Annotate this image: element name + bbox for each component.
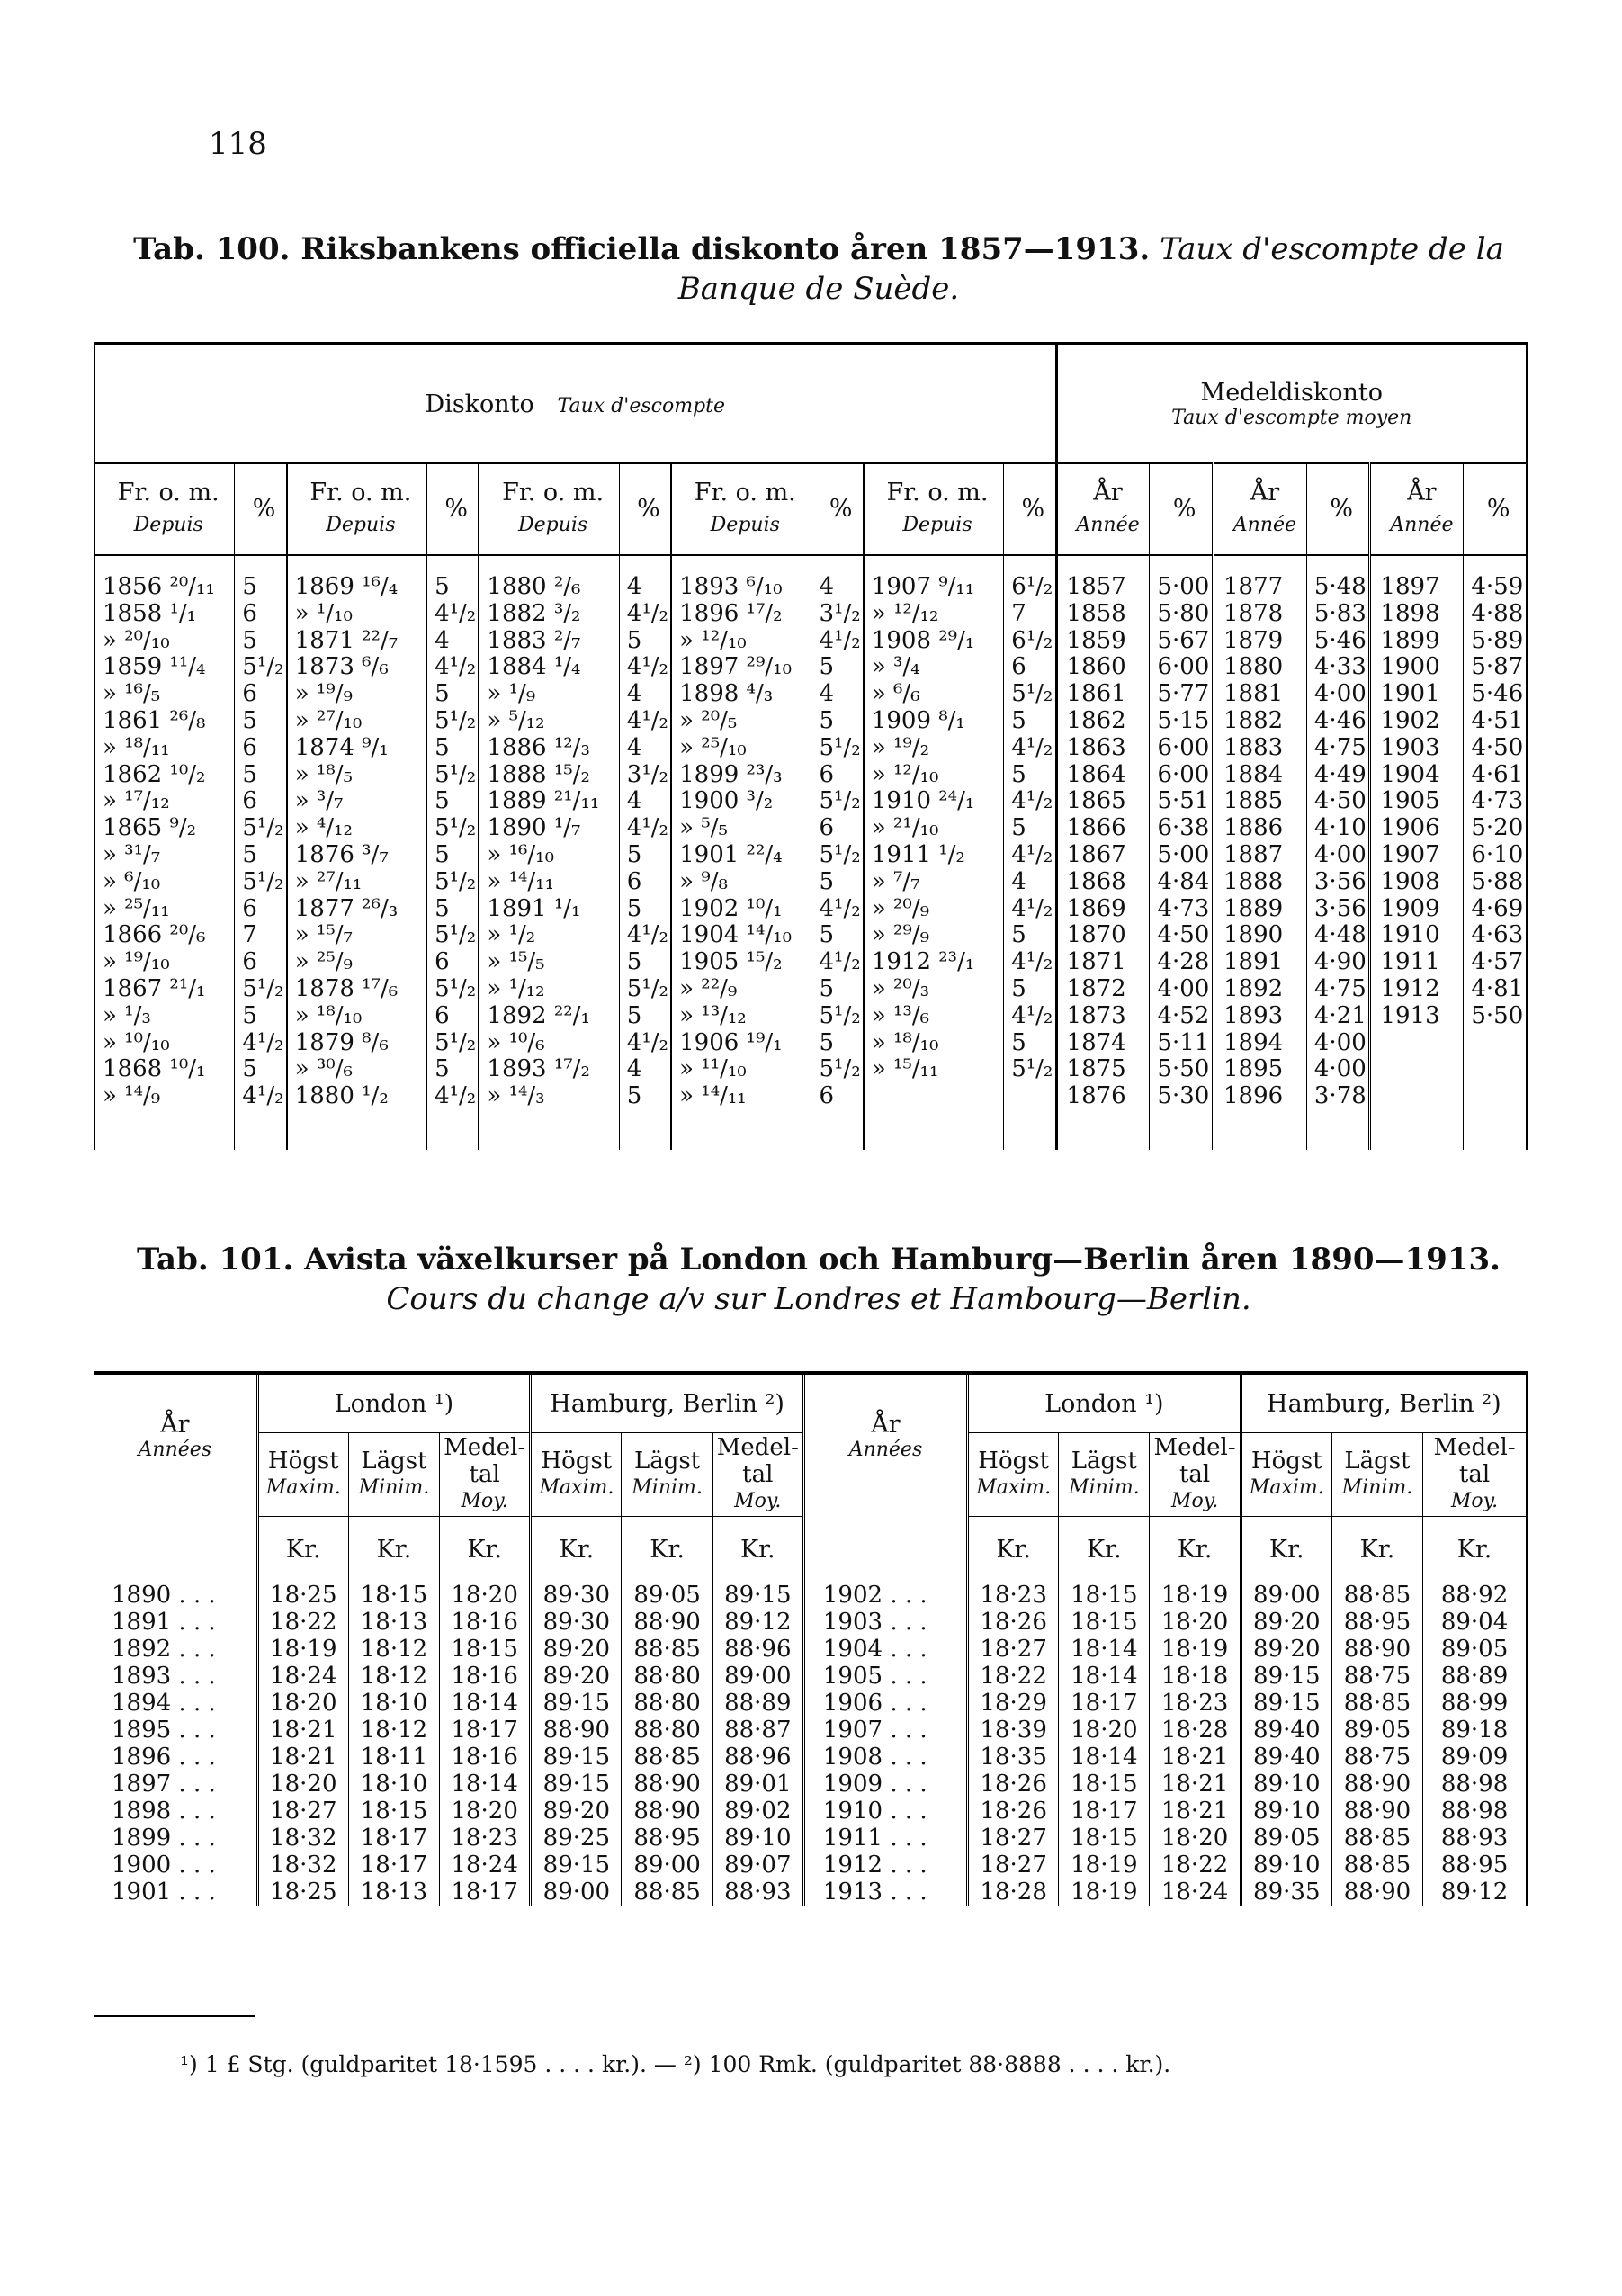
t101-hamburg-max-left: 89·30 89·30 89·20 89·20 89·15 88·90 89·15 89·15 89·20 89·25 89·15 89·00 xyxy=(531,1582,622,1906)
hdr-min: Lägst Minim. xyxy=(1331,1433,1422,1517)
col-pct-header: % xyxy=(1004,463,1056,555)
t101-london-avg-right: 18·19 18·20 18·19 18·18 18·23 18·28 18·21 18·21 18·21 18·20 18·22 18·24 xyxy=(1150,1582,1241,1906)
col-year-header: År Année xyxy=(1213,463,1306,555)
footnote: ¹) 1 £ Stg. (guldparitet 18·1595 . . . . kr.). — ²) 100 Rmk. (guldparitet 88·8888 . . . . kr.). xyxy=(180,2051,1171,2077)
t101-london-min-right: 18·15 18·15 18·14 18·14 18·17 18·20 18·14 18·15 18·17 18·15 18·19 18·19 xyxy=(1059,1582,1150,1906)
disc-pcts-3: 4 4¹/₂ 5 4¹/₂ 4 4¹/₂ 4 3¹/₂ 4 4¹/₂ 5 6 5 4¹/₂ 5 5¹/₂ 5 4¹/₂ 4 5 xyxy=(619,555,671,1150)
t101-london-max-right: 18·23 18·26 18·27 18·22 18·29 18·39 18·35 18·26 18·26 18·27 18·27 18·28 xyxy=(968,1582,1059,1906)
tab101-table xyxy=(94,1371,1528,1906)
disc-pcts-2: 5 4¹/₂ 4 4¹/₂ 5 5¹/₂ 5 5¹/₂ 5 5¹/₂ 5 5¹/₂ 5 5¹/₂ 6 5¹/₂ 6 5¹/₂ 5 4¹/₂ xyxy=(427,555,479,1150)
footnote-rule xyxy=(94,2015,255,2017)
unit: Kr. xyxy=(622,1517,712,1583)
tab100-title-bold: Tab. 100. Riksbankens officiella diskonto åren 1857—1913. xyxy=(133,231,1151,267)
mean-years-3: 1897 1898 1899 1900 1901 1902 1903 1904 1905 1906 1907 1908 1909 1910 1911 1912 1913 xyxy=(1370,555,1464,1150)
tab100-header-mean-sv: Medeldiskonto xyxy=(1200,379,1383,407)
t101-hamburg-min-left: 89·05 88·90 88·85 88·80 88·80 88·80 88·85 88·90 88·90 88·95 89·00 88·85 xyxy=(622,1582,712,1906)
disc-pcts-4: 4 3¹/₂ 4¹/₂ 5 4 5 5¹/₂ 6 5¹/₂ 6 5¹/₂ 5 4¹/₂ 5 4¹/₂ 5 5¹/₂ 5 5¹/₂ 6 xyxy=(811,555,864,1150)
col-pct-header: % xyxy=(1306,463,1370,555)
hdr-max: Högst Maxim. xyxy=(1241,1433,1331,1517)
unit: Kr. xyxy=(968,1517,1059,1583)
t101-london-avg-left: 18·20 18·16 18·15 18·16 18·14 18·17 18·16 18·14 18·20 18·23 18·24 18·17 xyxy=(440,1582,531,1906)
col-pct-header: % xyxy=(1464,463,1527,555)
col-from-header: Fr. o. m. Depuis xyxy=(479,463,619,555)
col-from-header: Fr. o. m. Depuis xyxy=(671,463,811,555)
mean-values-1: 5·00 5·80 5·67 6·00 5·77 5·15 6·00 6·00 5·51 6·38 5·00 4·84 4·73 4·50 4·28 4·00 4·52 5·11 5·50 5·30 xyxy=(1150,555,1214,1150)
unit-blank xyxy=(803,1517,967,1583)
col-pct-header: % xyxy=(427,463,479,555)
col-pct-header: % xyxy=(619,463,671,555)
t101-years-left: 1890 . . . 1891 . . . 1892 . . . 1893 . . . 1894 . . . 1895 . . . 1896 . . . 1897 . . . 1898 . . . 1899 . . . 1900 . . . 1901 . . . xyxy=(112,1582,216,1906)
tab101-year-header-right: År Années xyxy=(803,1373,967,1517)
hdr-min: Lägst Minim. xyxy=(348,1433,439,1517)
hdr-avg: Medel- tal Moy. xyxy=(440,1433,531,1517)
col-year-header: År Année xyxy=(1056,463,1150,555)
unit: Kr. xyxy=(440,1517,531,1583)
hdr-min: Lägst Minim. xyxy=(1059,1433,1150,1517)
unit: Kr. xyxy=(1331,1517,1422,1583)
hdr-avg: Medel- tal Moy. xyxy=(712,1433,803,1517)
hdr-max: Högst Maxim. xyxy=(257,1433,348,1517)
t101-hamburg-avg-left: 89·15 89·12 88·96 89·00 88·89 88·87 88·96 89·01 89·02 89·10 89·07 88·93 xyxy=(712,1582,803,1906)
hdr-max: Högst Maxim. xyxy=(968,1433,1059,1517)
col-from-header: Fr. o. m. Depuis xyxy=(864,463,1004,555)
unit: Kr. xyxy=(712,1517,803,1583)
disc-dates-5: 1907 ⁹/₁₁ » ¹²/₁₂ 1908 ²⁹/₁ » ³/₄ » ⁶/₆ 1909 ⁸/₁ » ¹⁹/₂ » ¹²/₁₀ 1910 ²⁴/₁ » ²¹/₁₀ 1911 ¹/₂ » ⁷/₇ » ²⁰/₉ » ²⁹/₉ 1912 ²³/₁ » ²⁰/₃ » ¹³/₆ » ¹⁸/₁₀ » ¹⁵/₁₁ xyxy=(864,555,1004,1150)
hdr-min: Lägst Minim. xyxy=(622,1433,712,1517)
disc-dates-3: 1880 ²/₆ 1882 ³/₂ 1883 ²/₇ 1884 ¹/₄ » ¹/₉ » ⁵/₁₂ 1886 ¹²/₃ 1888 ¹⁵/₂ 1889 ²¹/₁₁ 1890 ¹/₇ » ¹⁶/₁₀ » ¹⁴/₁₁ 1891 ¹/₁ » ¹/₂ » ¹⁵/₅ » ¹/₁₂ 1892 ²²/₁ » ¹⁰/₆ 1893 ¹⁷/₂ » ¹⁴/₃ xyxy=(479,555,619,1150)
tab100-title xyxy=(90,229,1547,309)
mean-values-3: 4·59 4·88 5·89 5·87 5·46 4·51 4·50 4·61 4·73 5·20 6·10 5·88 4·69 4·63 4·57 4·81 5·50 xyxy=(1464,555,1527,1150)
tab100-header-discount-fr: Taux d'escompte xyxy=(557,394,725,417)
col-pct-header: % xyxy=(811,463,864,555)
disc-dates-1: 1856 ²⁰/₁₁ 1858 ¹/₁ » ²⁰/₁₀ 1859 ¹¹/₄ » ¹⁶/₅ 1861 ²⁶/₈ » ¹⁸/₁₁ 1862 ¹⁰/₂ » ¹⁷/₁₂ 1865 ⁹/₂ » ³¹/₇ » ⁶/₁₀ » ²⁵/₁₁ 1866 ²⁰/₆ » ¹⁹/₁₀ 1867 ²¹/₁ » ¹/₃ » ¹⁰/₁₀ 1868 ¹⁰/₁ » ¹⁴/₉ xyxy=(94,555,235,1150)
t101-hamburg-max-right: 89·00 89·20 89·20 89·15 89·15 89·40 89·40 89·10 89·10 89·05 89·10 89·35 xyxy=(1241,1582,1331,1906)
t101-london-min-left: 18·15 18·13 18·12 18·12 18·10 18·12 18·11 18·10 18·15 18·17 18·17 18·13 xyxy=(348,1582,439,1906)
unit: Kr. xyxy=(531,1517,622,1583)
tab100-header-mean-fr: Taux d'escompte moyen xyxy=(1171,407,1412,429)
hdr-avg: Medel- tal Moy. xyxy=(1150,1433,1241,1517)
tab100-header-discount xyxy=(94,344,1056,463)
tab100-header-mean xyxy=(1056,344,1527,463)
tab101-year-header-left: År Années xyxy=(94,1373,257,1517)
unit: Kr. xyxy=(257,1517,348,1583)
col-pct-header: % xyxy=(1150,463,1214,555)
mean-years-1: 1857 1858 1859 1860 1861 1862 1863 1864 1865 1866 1867 1868 1869 1870 1871 1872 1873 1874 1875 1876 xyxy=(1056,555,1150,1150)
tab101-title-bold: Tab. 101. Avista växelkurser på London och Hamburg—Berlin åren 1890—1913. xyxy=(137,1242,1501,1278)
unit-blank xyxy=(94,1517,257,1583)
col-year-header: År Année xyxy=(1370,463,1464,555)
mean-years-2: 1877 1878 1879 1880 1881 1882 1883 1884 1885 1886 1887 1888 1889 1890 1891 1892 1893 1894 1895 1896 xyxy=(1213,555,1306,1150)
t101-years-right: 1902 . . . 1903 . . . 1904 . . . 1905 . . . 1906 . . . 1907 . . . 1908 . . . 1909 . . . 1910 . . . 1911 . . . 1912 . . . 1913 . . . xyxy=(803,1582,967,1906)
page-number: 118 xyxy=(209,126,267,162)
t101-hamburg-min-right: 88·85 88·95 88·90 88·75 88·85 89·05 88·75 88·90 88·90 88·85 88·85 88·90 xyxy=(1331,1582,1422,1906)
col-from-header: Fr. o. m. Depuis xyxy=(94,463,235,555)
tab101-title-italic: Cours du change a/v sur Londres et Hambourg—Berlin. xyxy=(386,1281,1251,1317)
unit: Kr. xyxy=(1241,1517,1331,1583)
tab100-title-italic: Taux d'escompte de la Banque de Suède. xyxy=(677,231,1504,307)
hdr-avg: Medel- tal Moy. xyxy=(1423,1433,1527,1517)
disc-pcts-5: 6¹/₂ 7 6¹/₂ 6 5¹/₂ 5 4¹/₂ 5 4¹/₂ 5 4¹/₂ 4 4¹/₂ 5 4¹/₂ 5 4¹/₂ 5 5¹/₂ xyxy=(1004,555,1056,1150)
unit: Kr. xyxy=(1059,1517,1150,1583)
disc-dates-2: 1869 ¹⁶/₄ » ¹/₁₀ 1871 ²²/₇ 1873 ⁶/₆ » ¹⁹/₉ » ²⁷/₁₀ 1874 ⁹/₁ » ¹⁸/₅ » ³/₇ » ⁴/₁₂ 1876 ³/₇ » ²⁷/₁₁ 1877 ²⁶/₃ » ¹⁵/₇ » ²⁵/₉ 1878 ¹⁷/₆ » ¹⁸/₁₀ 1879 ⁸/₆ » ³⁰/₆ 1880 ¹/₂ xyxy=(287,555,427,1150)
tab101-london-header-right: London ¹) xyxy=(968,1373,1241,1433)
tab101-hamburg-header-left: Hamburg, Berlin ²) xyxy=(531,1373,804,1433)
tab101-london-header-left: London ¹) xyxy=(257,1373,531,1433)
unit: Kr. xyxy=(1423,1517,1527,1583)
unit: Kr. xyxy=(1150,1517,1241,1583)
disc-pcts-1: 5 6 5 5¹/₂ 6 5 6 5 6 5¹/₂ 5 5¹/₂ 6 7 6 5¹/₂ 5 4¹/₂ 5 4¹/₂ xyxy=(235,555,287,1150)
disc-dates-4: 1893 ⁶/₁₀ 1896 ¹⁷/₂ » ¹²/₁₀ 1897 ²⁹/₁₀ 1898 ⁴/₃ » ²⁰/₅ » ²⁵/₁₀ 1899 ²³/₃ 1900 ³/₂ » ⁵/₅ 1901 ²²/₄ » ⁹/₈ 1902 ¹⁰/₁ 1904 ¹⁴/₁₀ 1905 ¹⁵/₂ » ²²/₉ » ¹³/₁₂ 1906 ¹⁹/₁ » ¹¹/₁₀ » ¹⁴/₁₁ xyxy=(671,555,811,1150)
tab101-hamburg-header-right: Hamburg, Berlin ²) xyxy=(1241,1373,1527,1433)
col-from-header: Fr. o. m. Depuis xyxy=(287,463,427,555)
tab100-table xyxy=(94,342,1528,1150)
col-pct-header: % xyxy=(235,463,287,555)
t101-hamburg-avg-right: 88·92 89·04 89·05 88·89 88·99 89·18 89·09 88·98 88·98 88·93 88·95 89·12 xyxy=(1423,1582,1527,1906)
unit: Kr. xyxy=(348,1517,439,1583)
t101-london-max-left: 18·25 18·22 18·19 18·24 18·20 18·21 18·21 18·20 18·27 18·32 18·32 18·25 xyxy=(257,1582,348,1906)
hdr-max: Högst Maxim. xyxy=(531,1433,622,1517)
tab101-title xyxy=(90,1240,1547,1319)
tab100-header-discount-sv: Diskonto xyxy=(425,390,534,418)
mean-values-2: 5·48 5·83 5·46 4·33 4·00 4·46 4·75 4·49 4·50 4·10 4·00 3·56 3·56 4·48 4·90 4·75 4·21 4·00 4·00 3·78 xyxy=(1306,555,1370,1150)
